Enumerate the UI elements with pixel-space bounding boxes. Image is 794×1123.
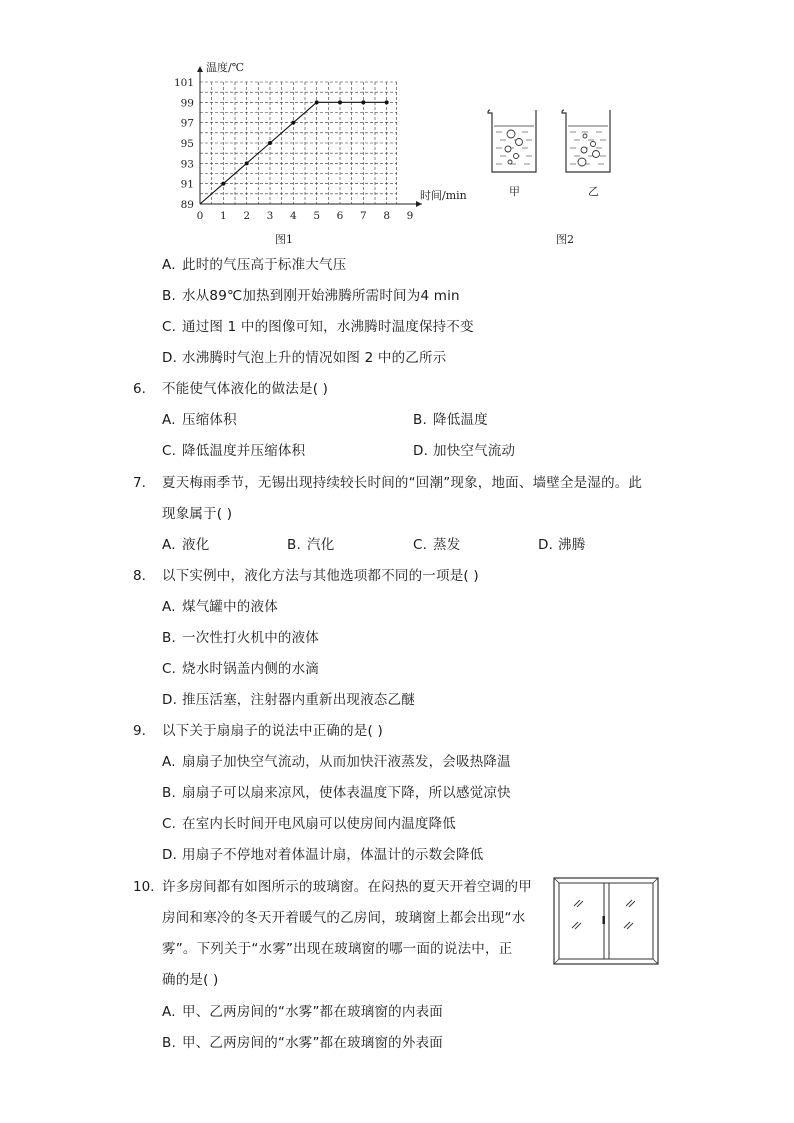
question-stem: 房间和寒冷的冬天开着暖气的乙房间，玻璃窗上都会出现“水 [162, 910, 526, 926]
figure-2 [484, 104, 614, 249]
y-tick-label: 101 [173, 77, 194, 89]
option-letter: C. [162, 661, 177, 677]
temperature-chart [170, 58, 470, 228]
option-letter: A. [162, 754, 176, 770]
data-point [291, 121, 295, 125]
option-letter: C. [162, 443, 177, 459]
option-letter: A. [162, 599, 176, 615]
option-text: 加快空气流动 [433, 443, 516, 459]
x-tick-label: 7 [359, 210, 367, 222]
option-text: 蒸发 [433, 537, 461, 553]
data-point [315, 100, 319, 104]
option-letter: D. [162, 847, 178, 863]
option-text: 此时的气压高于标准大气压 [182, 257, 347, 273]
y-tick-label: 97 [180, 117, 194, 130]
option-letter: A. [162, 1004, 176, 1020]
data-point [268, 141, 272, 145]
x-tick-label: 1 [219, 210, 227, 222]
option-letter: B. [162, 630, 176, 646]
option-text: 沸腾 [558, 537, 586, 553]
question-stem: 不能使气体液化的做法是( ) [162, 381, 329, 397]
beaker-yi [562, 110, 610, 172]
option-letter: D. [162, 692, 178, 708]
y-tick-label: 89 [180, 199, 194, 211]
question-stem: 夏天梅雨季节，无锡出现持续较长时间的“回潮”现象，地面、墙壁全是湿的。此 [162, 475, 643, 491]
option-text: 在室内长时间开电风扇可以使房间内温度降低 [182, 816, 456, 832]
x-tick-label: 3 [266, 210, 274, 222]
option-text: 扇扇子加快空气流动，从而加快汗液蒸发，会吸热降温 [182, 754, 511, 770]
figure-2-caption: 图2 [556, 233, 574, 246]
option-letter: D. [538, 537, 554, 553]
option-text: 甲、乙两房间的“水雾”都在玻璃窗的内表面 [182, 1004, 443, 1020]
beaker-jia [488, 110, 536, 172]
option-letter: A. [162, 412, 176, 428]
x-tick-label: 6 [336, 210, 344, 222]
question-stem: 现象属于( ) [162, 506, 233, 522]
data-point [221, 182, 225, 186]
option-letter: B. [162, 785, 176, 801]
option-letter: B. [162, 288, 176, 304]
option-text: 扇扇子可以扇来凉风，使体表温度下降，所以感觉凉快 [182, 785, 511, 801]
question-stem: 以下关于扇扇子的说法中正确的是( ) [162, 723, 383, 739]
data-point [245, 161, 249, 165]
data-point [385, 100, 389, 104]
option-letter: C. [162, 319, 177, 335]
option-text: 甲、乙两房间的“水雾”都在玻璃窗的外表面 [182, 1035, 443, 1051]
beaker-label-yi: 乙 [588, 185, 599, 198]
option-text: 推压活塞，注射器内重新出现液态乙醚 [182, 692, 415, 708]
x-tick-label: 8 [383, 210, 391, 222]
option-letter: B. [287, 537, 301, 553]
y-axis-label: 温度/℃ [206, 61, 245, 74]
figure-1 [170, 58, 470, 248]
data-point [361, 100, 365, 104]
y-tick-label: 99 [180, 97, 194, 110]
data-point [338, 100, 342, 104]
question-stem: 以下实例中，液化方法与其他选项都不同的一项是( ) [162, 568, 479, 584]
option-letter: C. [162, 816, 177, 832]
question-stem: 雾”。下列关于“水雾”出现在玻璃窗的哪一面的说法中，正 [162, 941, 513, 957]
option-letter: D. [413, 443, 429, 459]
option-letter: A. [162, 537, 176, 553]
option-text: 汽化 [307, 537, 335, 553]
option-text: 用扇子不停地对着体温计扇，体温计的示数会降低 [182, 847, 484, 863]
x-tick-label: 4 [289, 210, 297, 222]
y-tick-label: 91 [180, 178, 194, 191]
option-letter: D. [162, 350, 178, 366]
question-number: 8. [133, 568, 146, 584]
window-illustration [552, 876, 660, 966]
x-tick-label: 9 [406, 210, 414, 222]
y-tick-label: 95 [180, 138, 194, 150]
figure-1-caption: 图1 [275, 233, 293, 246]
option-letter: A. [162, 257, 176, 273]
option-text: 一次性打火机中的液体 [182, 630, 319, 646]
question-number: 7. [133, 475, 146, 491]
x-tick-label: 2 [243, 210, 251, 222]
option-text: 压缩体积 [182, 412, 237, 428]
option-text: 烧水时锅盖内侧的水滴 [182, 661, 319, 677]
option-text: 水沸腾时气泡上升的情况如图 2 中的乙所示 [182, 350, 447, 366]
option-letter: C. [413, 537, 428, 553]
question-number: 9. [133, 723, 146, 739]
beaker-label-jia: 甲 [509, 185, 520, 198]
y-axis-arrow [197, 66, 203, 72]
x-tick-label: 0 [196, 210, 204, 222]
option-letter: B. [413, 412, 427, 428]
option-text: 液化 [182, 537, 210, 553]
beaker-illustration [484, 104, 614, 204]
option-text: 水从89℃加热到刚开始沸腾所需时间为4 min [182, 288, 460, 304]
option-letter: B. [162, 1035, 176, 1051]
question-number: 6. [133, 381, 146, 397]
y-tick-label: 93 [180, 158, 194, 171]
question-stem: 许多房间都有如图所示的玻璃窗。在闷热的夏天开着空调的甲 [162, 879, 532, 895]
option-text: 降低温度 [433, 412, 488, 428]
x-axis-label: 时间/min [420, 189, 467, 202]
question-stem: 确的是( ) [162, 972, 219, 988]
option-text: 通过图 1 中的图像可知，水沸腾时温度保持不变 [182, 319, 474, 335]
option-text: 降低温度并压缩体积 [182, 443, 306, 459]
x-tick-label: 5 [313, 210, 321, 222]
option-text: 煤气罐中的液体 [182, 599, 278, 615]
question-number: 10. [133, 879, 155, 895]
